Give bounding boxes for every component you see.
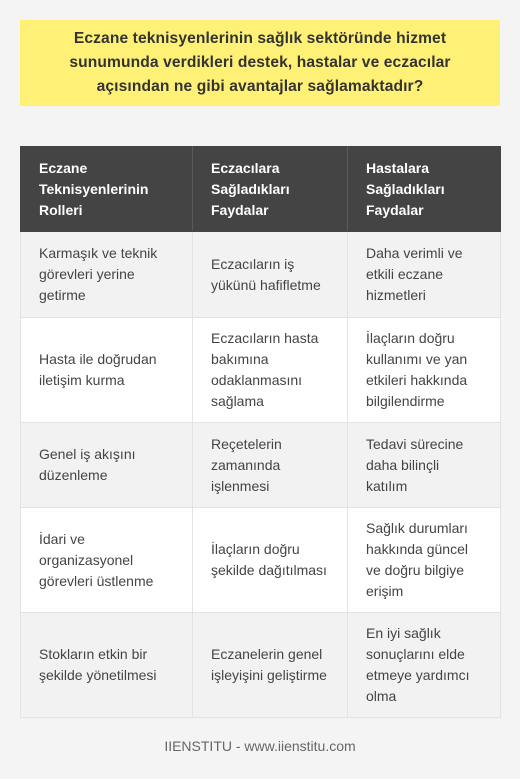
table-cell: Karmaşık ve teknik görevleri yerine getirme [21, 232, 193, 318]
table-row [21, 423, 501, 508]
table-cell: Eczanelerin genel işleyişini geliştirme [193, 613, 348, 718]
table-cell: Sağlık durumları hakkında güncel ve doğru bilgiye erişim [348, 508, 501, 613]
table-header-row [21, 147, 501, 232]
table-cell: İlaçların doğru kullanımı ve yan etkileri hakkında bilgilendirme [348, 318, 501, 423]
table-cell: Genel iş akışını düzenleme [21, 423, 193, 508]
table-row [21, 318, 501, 423]
table-cell: En iyi sağlık sonuçlarını elde etmeye yardımcı olma [348, 613, 501, 718]
table-cell: Daha verimli ve etkili eczane hizmetleri [348, 232, 501, 318]
page-title: Eczane teknisyenlerinin sağlık sektöründe hizmet sunumunda verdikleri destek, hastalar ve eczacılar açısından ne gibi avantajlar sağlamaktadır? [69, 30, 451, 95]
table-cell: Eczacıların iş yükünü hafifletme [193, 232, 348, 318]
column-header-patient-benefits: Hastalara Sağladıkları Faydalar [348, 147, 501, 232]
table-cell: İlaçların doğru şekilde dağıtılması [193, 508, 348, 613]
benefits-table [20, 146, 501, 718]
table-cell: Eczacıların hasta bakımına odaklanmasını sağlama [193, 318, 348, 423]
column-header-pharmacist-benefits: Eczacılara Sağladıkları Faydalar [193, 147, 348, 232]
table-cell: İdari ve organizasyonel görevleri üstlenme [21, 508, 193, 613]
footer-credit: IIENSTITU - www.iienstitu.com [164, 738, 356, 754]
table-cell: Hasta ile doğrudan iletişim kurma [21, 318, 193, 423]
table-row [21, 232, 501, 318]
title-banner [20, 20, 500, 106]
column-header-roles: Eczane Teknisyenlerinin Rolleri [21, 147, 193, 232]
table-row [21, 613, 501, 718]
table-cell: Reçetelerin zamanında işlenmesi [193, 423, 348, 508]
table-cell: Tedavi sürecine daha bilinçli katılım [348, 423, 501, 508]
table-row [21, 508, 501, 613]
table-cell: Stokların etkin bir şekilde yönetilmesi [21, 613, 193, 718]
